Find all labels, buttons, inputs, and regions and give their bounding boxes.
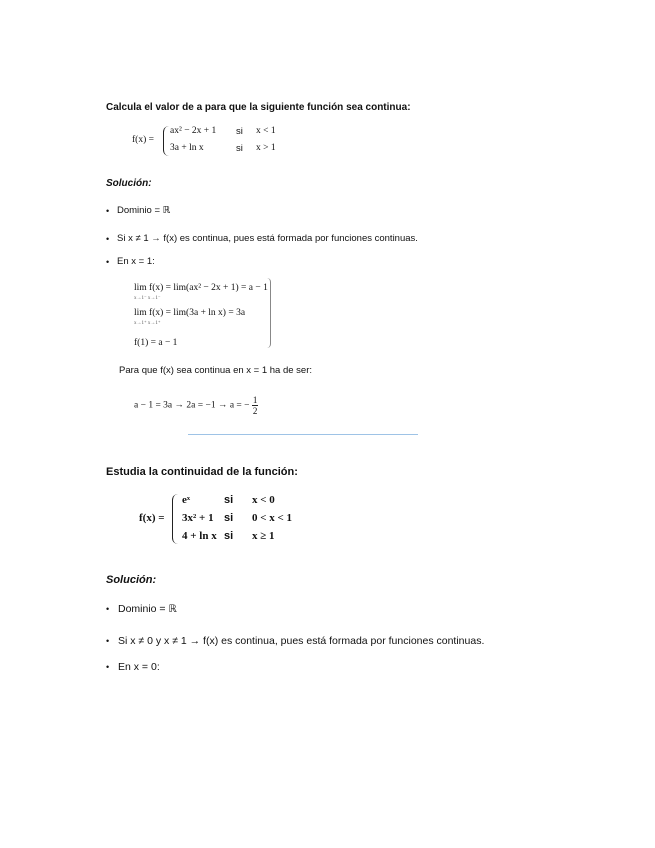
left-limit: lim f(x) = lim(ax² − 2x + 1) = a − 1: [134, 283, 268, 293]
bullet-icon: •: [106, 206, 110, 216]
bullet-icon: •: [106, 636, 110, 646]
exercise1-at-point: En x = 1:: [117, 256, 155, 267]
right-limit-subscript: x→1⁺ x→1⁺: [134, 321, 161, 326]
piecewise-brace: [163, 126, 169, 156]
piece2-condition: x > 1: [256, 143, 276, 153]
row1-expression: eˣ: [182, 494, 191, 506]
exercise2-domain: Dominio = ℝ: [118, 603, 177, 615]
piecewise-brace: [172, 494, 179, 544]
row3-expression: 4 + ln x: [182, 530, 217, 542]
fx-label: f(x) =: [132, 135, 154, 145]
row3-si: si: [224, 530, 234, 542]
equation-text: a − 1 = 3a → 2a = −1 → a = −: [134, 400, 250, 411]
exercise2-prompt: Estudia la continuidad de la función:: [106, 466, 298, 478]
exercise1-continuity-statement: Si x ≠ 1 → f(x) es continua, pues está formada por funciones continuas.: [117, 233, 418, 244]
exercise2-continuity-statement: Si x ≠ 0 y x ≠ 1 → f(x) es continua, pues está formada por funciones continuas.: [118, 635, 485, 647]
exercise1-solution-label: Solución:: [106, 178, 152, 189]
piece2-si: si: [236, 143, 243, 154]
limits-brace: [266, 278, 271, 348]
fx-label: f(x) =: [139, 512, 165, 524]
fraction-denominator: 2: [252, 406, 258, 416]
row1-si: si: [224, 494, 234, 506]
row2-expression: 3x² + 1: [182, 512, 214, 524]
fraction-numerator: 1: [252, 395, 258, 405]
section-divider: [188, 434, 418, 435]
exercise1-domain: Dominio = ℝ: [117, 205, 171, 216]
exercise2-solution-label: Solución:: [106, 574, 157, 586]
row3-condition: x ≥ 1: [252, 530, 275, 542]
bullet-icon: •: [106, 662, 110, 672]
left-limit-subscript: x→1⁻ x→1⁻: [134, 296, 161, 301]
bullet-icon: •: [106, 257, 110, 267]
right-limit: lim f(x) = lim(3a + ln x) = 3a: [134, 308, 246, 318]
function-value: f(1) = a − 1: [134, 338, 178, 348]
answer-fraction: [252, 395, 259, 416]
piece1-expression: ax² − 2x + 1: [170, 126, 217, 136]
bullet-icon: •: [106, 604, 110, 614]
continuity-condition: Para que f(x) sea continua en x = 1 ha de ser:: [119, 365, 313, 376]
row2-condition: 0 < x < 1: [252, 512, 293, 524]
row2-si: si: [224, 512, 234, 524]
row1-condition: x < 0: [252, 494, 275, 506]
exercise2-at-point: En x = 0:: [118, 661, 160, 673]
piece2-expression: 3a + ln x: [170, 143, 204, 153]
piece1-si: si: [236, 126, 243, 137]
solve-equation: [134, 395, 258, 416]
bullet-icon: •: [106, 234, 110, 244]
exercise1-prompt: Calcula el valor de a para que la siguiente función sea continua:: [106, 102, 411, 113]
piece1-condition: x < 1: [256, 126, 276, 136]
